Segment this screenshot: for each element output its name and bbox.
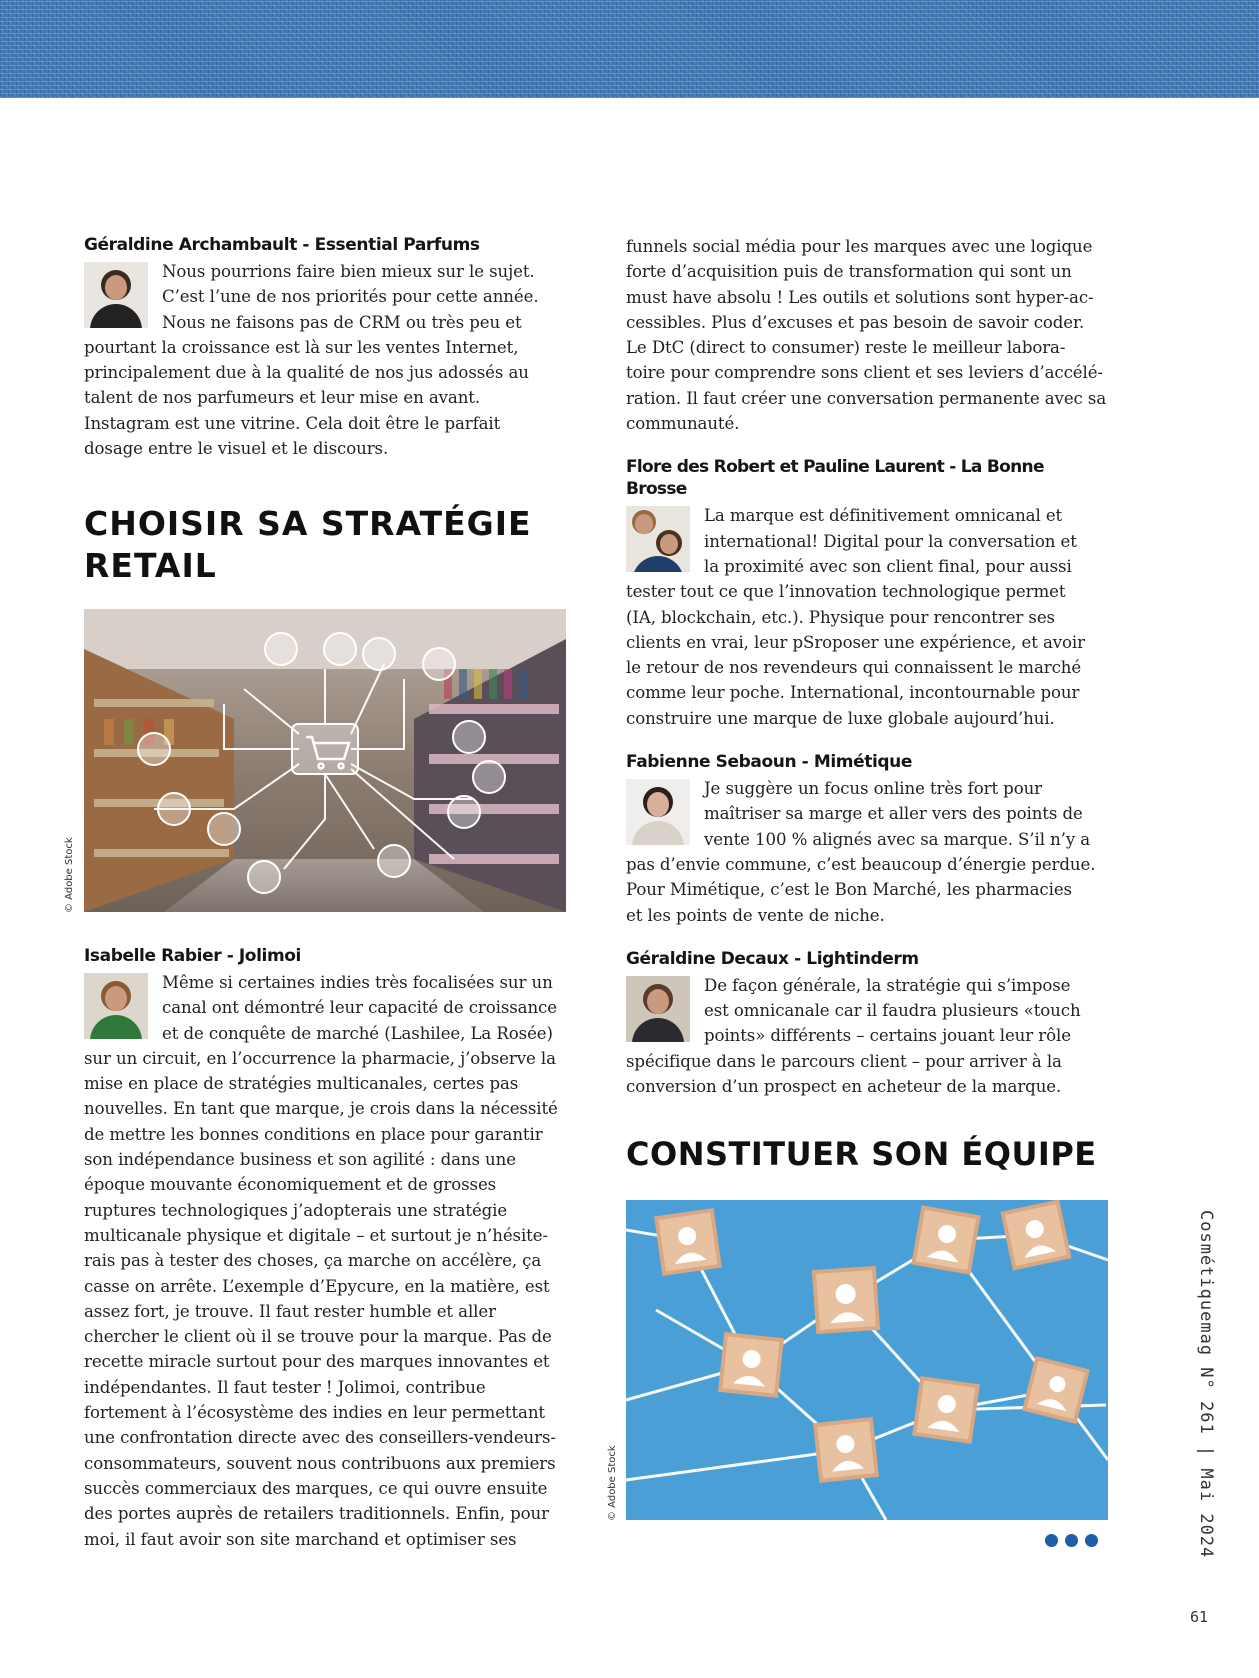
portrait-photo [626,506,690,572]
portrait-photo [626,779,690,845]
testimonial-text: Je suggère un focus online très fort pour maîtriser sa marge et aller vers des points de vente 100 % alignés avec sa marque. S’il n’y a pas d’envie commune, c’est beaucoup d’énergie perdue. Pour Mimétique, c’est le Bon Marché, les pharmacies et les points de vente de niche. [626,779,1096,925]
left-column [84,234,570,587]
issue-info: Cosmétiquemag N° 261 | Mai 2024 [1196,1210,1216,1559]
testimonial-text: La marque est définitivement omnicanal et international! Digital pour la conversation et la proximité avec son client final, pour aussi tester tout ce que l’innovation technologique permet (IA, blockchain, etc.). Physique pour rencontrer ses clients en vrai, leur pSroposer une expérience, et avoir le retour de nos revendeurs qui connaissent le marché comme leur poche. International, incontournable pour construire une marque de luxe globale aujourd’hui. [626,506,1085,728]
portrait-photo [84,262,148,328]
section-heading-retail: CHOISIR SA STRATÉGIE RETAIL [84,504,532,586]
retail-store-photo [84,609,566,912]
testimonial-text: De façon générale, la stratégie qui s’impose est omnicanale car il faudra plusieurs «touch points» différents – certains jouant leur rôle spécifique dans le parcours client – pour arriver à la conversion d’un prospect en acheteur de la marque. [626,975,1081,1097]
continuation-text: funnels social média pour les marques avec une logique forte d’acquisition puis de transformation qui sont un must have absolu ! Les outils et solutions sont hyper-ac- cessibles. Plus d’excuses et pas besoin de savoir coder. Le DtC (direct to consumer) reste le meilleur labora- toire pour comprendre sons client et ses leviers d’accélé- ration. Il faut créer une conversation permanente avec sa communauté. [626,237,1107,434]
dot-icon [1085,1534,1098,1547]
testimonial-bonne-brosse [626,456,1108,731]
author-name: Fabienne Sebaoun - Mimétique [626,752,913,773]
testimonial-sebaoun [626,751,1108,928]
testimonial-decaux [626,948,1108,1099]
portrait-photo [626,976,690,1042]
photo-credit: © Adobe Stock [64,837,75,913]
author-name: Isabelle Rabier - Jolimoi [84,946,301,966]
page-number: 61 [1190,1608,1209,1626]
author-name: Géraldine Decaux - Lightinderm [626,948,919,969]
photo-credit: © Adobe Stock [607,1445,618,1521]
testimonial-text: Même si certaines indies très focalisées sur un canal ont démontré leur capacité de croissance et de conquête de marché (Lashilee, La Rosée) sur un circuit, en l’occurrence la pharmacie, j’observe la mise en place de stratégies multicanales, certes pas nouvelles. En tant que marque, je crois dans la nécessité de mettre les bonnes conditions en place pour garantir son indépendance business et son agilité : dans une époque mouvante économiquement et de grosses ruptures technologiques j’adopterais une stratégie multicanale physique et digitale – et surtout je n’hésite- rais pas à tester des choses, ça marche on accélère, ça casse on arrête. L’exemple d’Epycure, en la matière, est assez fort, je trouve. Il faut rester humble et aller chercher le client où il se trouve pour la marque. Pas de recette miracle surtout pour des marques innovantes et indépendantes. Il faut tester ! Jolimoi, contribue fortement à l’écosystème des indies en leur permettant une confrontation directe avec des conseillers-vendeurs- consommateurs, souvent nous contribuons aux premiers succès commerciaux des marques, ce qui ouvre ensuite des portes auprès de retailers traditionnels. Enfin, pour moi, il faut avoir son site marchand et optimiser ses [84,973,558,1549]
testimonial-archambault [84,234,570,461]
right-column [626,234,1108,1175]
testimonial-rabier [84,945,570,1552]
author-name: Flore des Robert et Pauline Laurent - La Bonne Brosse [626,457,1044,500]
team-network-photo [626,1200,1108,1520]
denim-banner [0,0,1259,98]
dot-icon [1045,1534,1058,1547]
testimonial-text: Nous pourrions faire bien mieux sur le sujet. C’est l’une de nos priorités pour cette année. Nous ne faisons pas de CRM ou très peu et pourtant la croissance est là sur les ventes Internet, principalement due à la qualité de nos jus adossés au talent de nos parfumeurs et leur mise en avant. Instagram est une vitrine. Cela doit être le parfait dosage entre le visuel et le discours. [84,262,539,459]
section-heading-team: CONSTITUER SON ÉQUIPE [626,1135,1097,1174]
dot-icon [1065,1534,1078,1547]
author-name: Géraldine Archambault - Essential Parfums [84,235,480,255]
end-of-article-dots [1045,1534,1098,1547]
portrait-photo [84,973,148,1039]
